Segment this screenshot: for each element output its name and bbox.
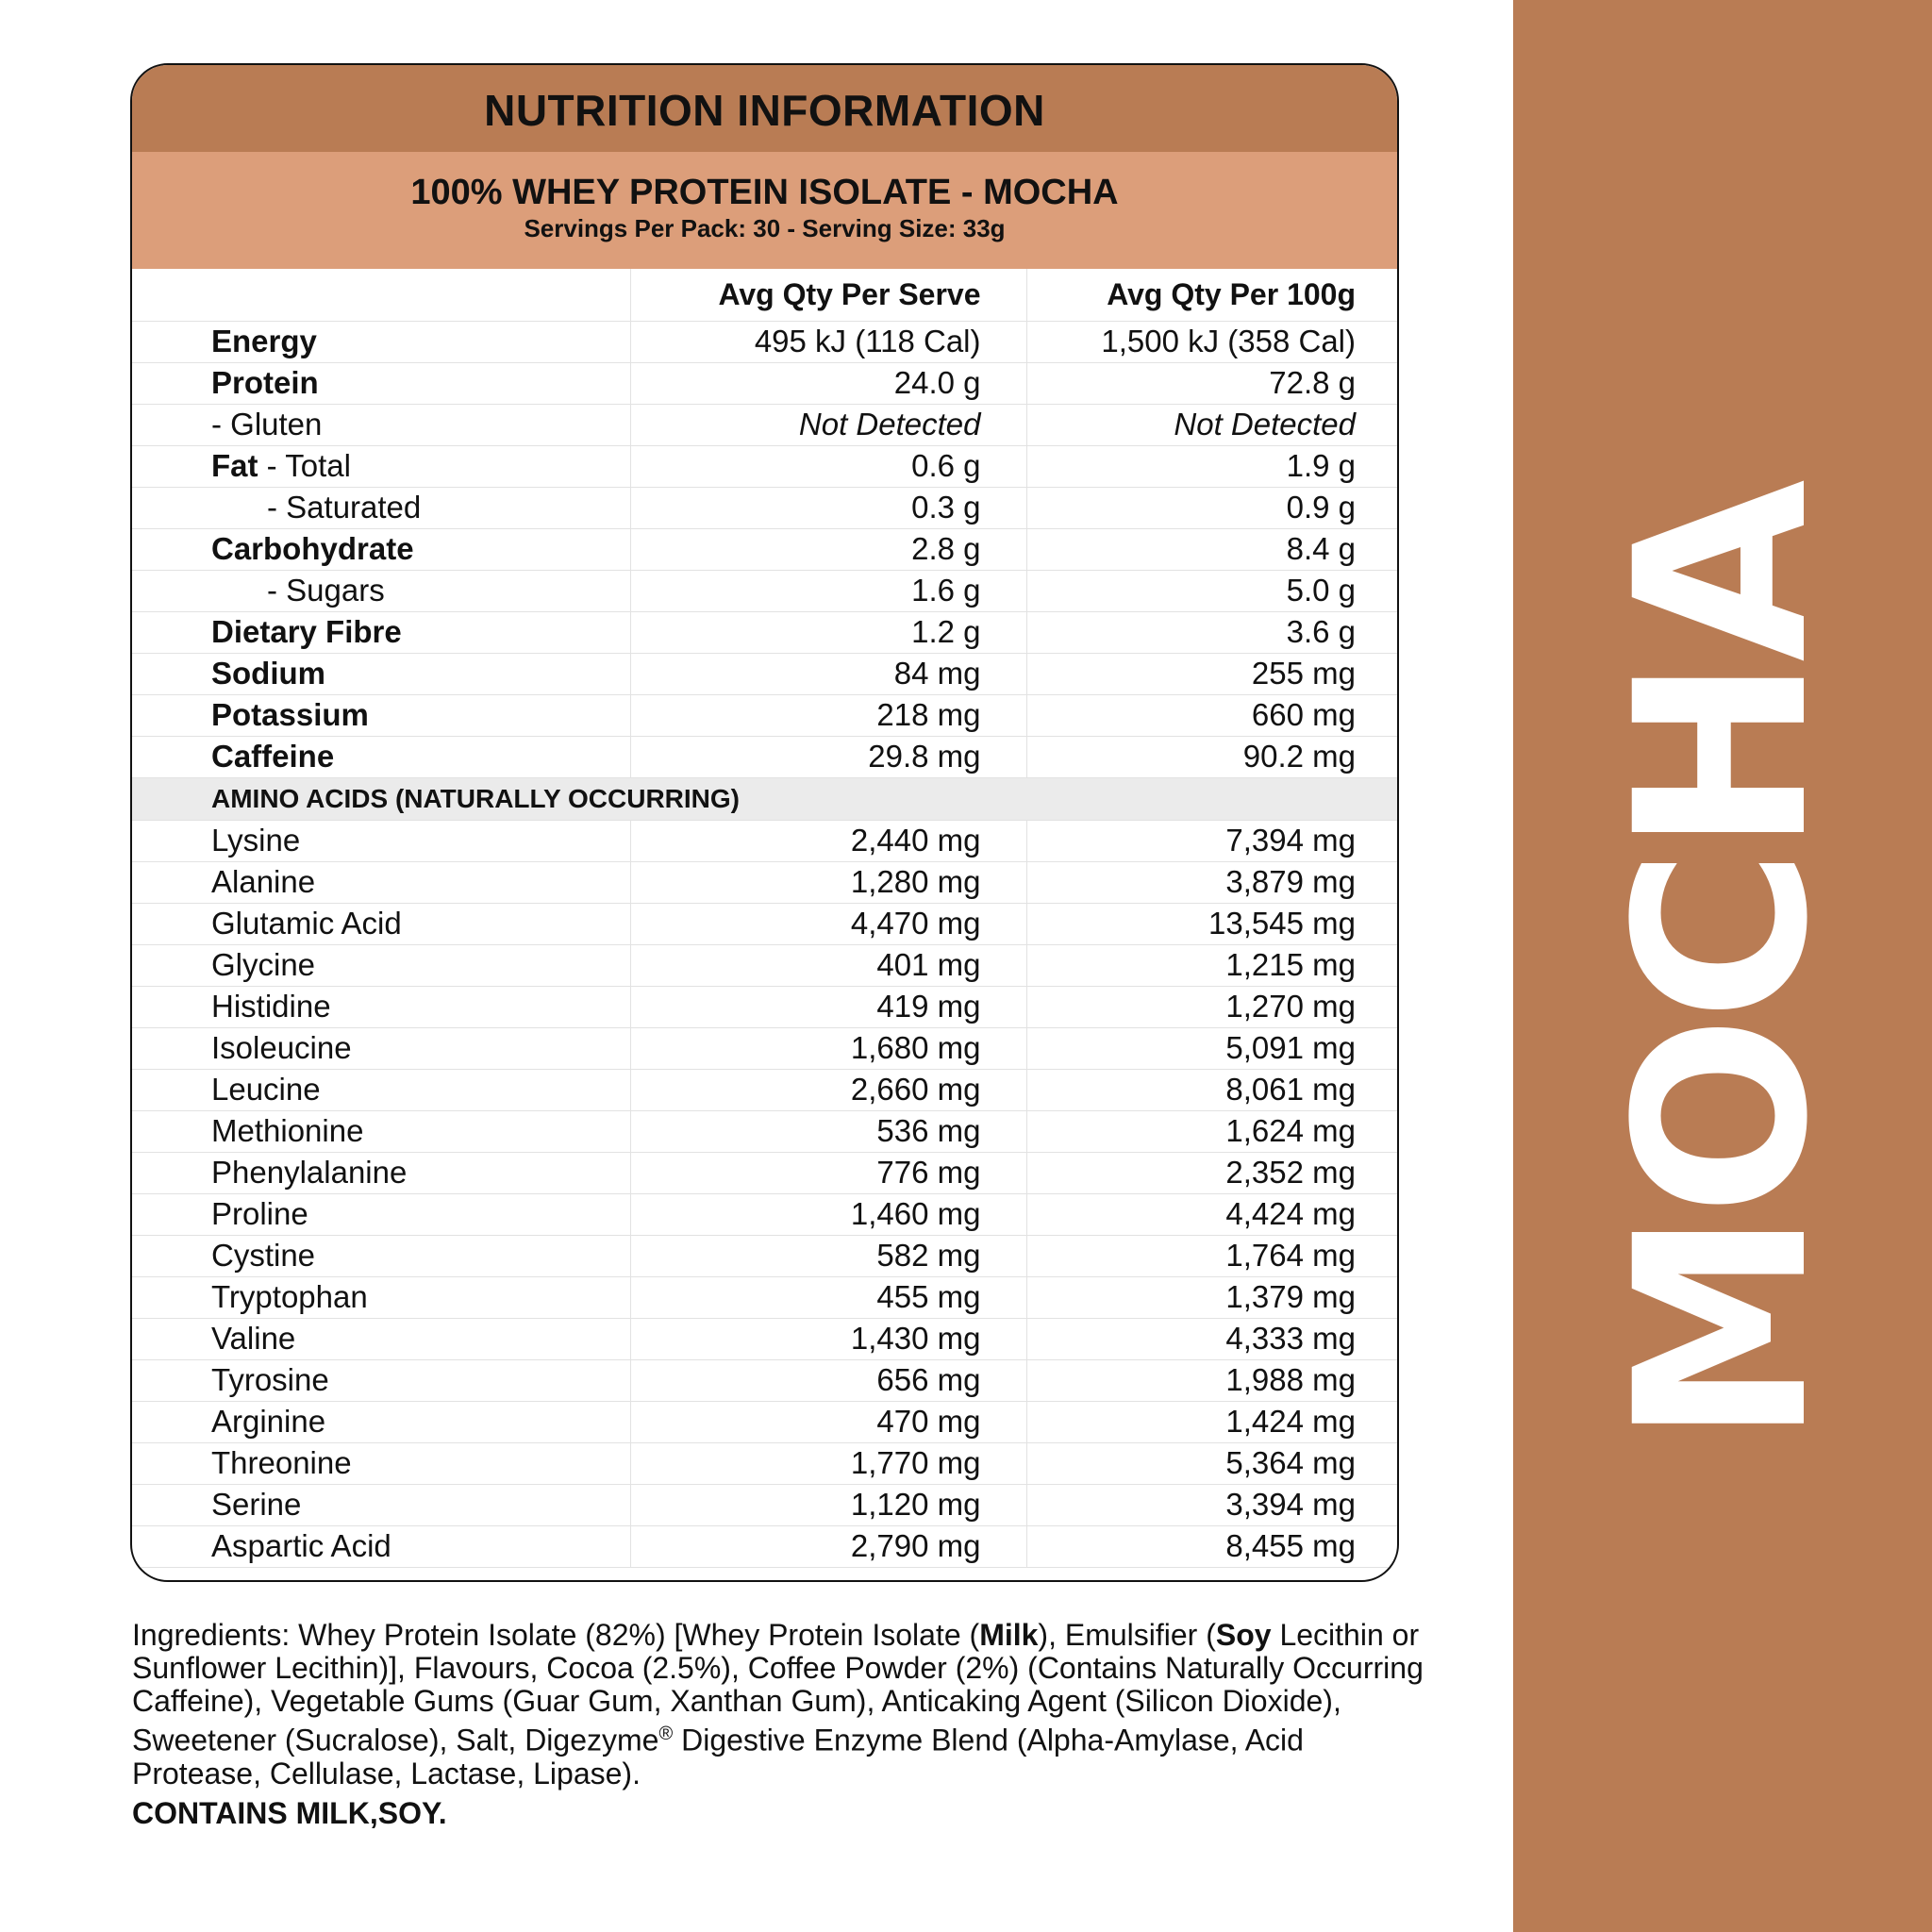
value-per-serve: 495 kJ (118 Cal) <box>630 321 1026 362</box>
amino-acid-name: Aspartic Acid <box>132 1525 630 1567</box>
panel-title: NUTRITION INFORMATION <box>132 65 1397 152</box>
value-per-100g: 255 mg <box>1026 653 1399 694</box>
amino-acid-row <box>132 1152 1399 1193</box>
amino-acid-row <box>132 903 1399 944</box>
nutrient-label: Dietary Fibre <box>211 614 402 649</box>
amino-acid-row <box>132 1027 1399 1069</box>
value-per-100g: 1,500 kJ (358 Cal) <box>1026 321 1399 362</box>
amino-acid-row <box>132 820 1399 861</box>
value-per-serve: 1.2 g <box>630 611 1026 653</box>
nutrient-label: Fat <box>211 448 258 483</box>
amino-acid-name: Glycine <box>132 944 630 986</box>
amino-acid-name: Isoleucine <box>132 1027 630 1069</box>
value-per-serve: 29.8 mg <box>630 736 1026 777</box>
serving-info: Servings Per Pack: 30 - Serving Size: 33g <box>524 214 1006 242</box>
registered-mark: ® <box>658 1724 674 1744</box>
value-per-100g: 1.9 g <box>1026 445 1399 487</box>
allergen-statement: CONTAINS MILK,SOY. <box>132 1796 447 1830</box>
nutrient-label: - Saturated <box>267 490 422 525</box>
amino-acid-name: Phenylalanine <box>132 1152 630 1193</box>
value-per-serve: 218 mg <box>630 694 1026 736</box>
nutrient-label: Caffeine <box>211 739 335 774</box>
amino-acid-row <box>132 1276 1399 1318</box>
flavour-side-label: MOCHA <box>1585 485 1859 1445</box>
value-per-100g: 4,424 mg <box>1026 1193 1399 1235</box>
value-per-100g: 8,455 mg <box>1026 1525 1399 1567</box>
amino-acid-row <box>132 1401 1399 1442</box>
nutrient-row <box>132 321 1399 362</box>
value-per-serve: 0.3 g <box>630 487 1026 528</box>
amino-acid-row <box>132 986 1399 1027</box>
value-per-100g: 1,379 mg <box>1026 1276 1399 1318</box>
amino-acid-name: Threonine <box>132 1442 630 1484</box>
nutrient-label: Energy <box>211 324 317 358</box>
value-per-serve: 1,280 mg <box>630 861 1026 903</box>
value-per-100g: 5,091 mg <box>1026 1027 1399 1069</box>
nutrient-row <box>132 570 1399 611</box>
nutrient-name <box>132 694 630 736</box>
value-per-serve: 0.6 g <box>630 445 1026 487</box>
nutrient-name <box>132 487 630 528</box>
product-header <box>132 152 1397 269</box>
value-per-serve: 1,770 mg <box>630 1442 1026 1484</box>
value-per-100g: 1,270 mg <box>1026 986 1399 1027</box>
value-per-serve: 455 mg <box>630 1276 1026 1318</box>
amino-acid-name: Cystine <box>132 1235 630 1276</box>
nutrient-row <box>132 611 1399 653</box>
nutrient-row <box>132 528 1399 570</box>
amino-acid-name: Alanine <box>132 861 630 903</box>
nutrition-panel <box>130 63 1399 1582</box>
amino-acid-row <box>132 1442 1399 1484</box>
amino-acid-row <box>132 861 1399 903</box>
value-per-serve: 4,470 mg <box>630 903 1026 944</box>
amino-acid-name: Arginine <box>132 1401 630 1442</box>
amino-acid-row <box>132 1110 1399 1152</box>
value-per-100g: 2,352 mg <box>1026 1152 1399 1193</box>
nutrient-row <box>132 653 1399 694</box>
value-per-serve: 2,440 mg <box>630 820 1026 861</box>
value-per-serve: 1.6 g <box>630 570 1026 611</box>
value-per-serve: 582 mg <box>630 1235 1026 1276</box>
value-per-serve: 656 mg <box>630 1359 1026 1401</box>
value-per-serve: 536 mg <box>630 1110 1026 1152</box>
value-per-100g: 1,424 mg <box>1026 1401 1399 1442</box>
amino-acid-name: Tyrosine <box>132 1359 630 1401</box>
allergen-soy: Soy <box>1215 1618 1272 1652</box>
nutrient-name <box>132 404 630 445</box>
value-per-serve: 1,460 mg <box>630 1193 1026 1235</box>
value-per-100g: 1,215 mg <box>1026 944 1399 986</box>
value-per-100g: 1,764 mg <box>1026 1235 1399 1276</box>
header-per-serve: Avg Qty Per Serve <box>630 269 1026 321</box>
nutrient-label: Sodium <box>211 656 325 691</box>
nutrient-name <box>132 445 630 487</box>
amino-acid-name: Tryptophan <box>132 1276 630 1318</box>
amino-acid-name: Valine <box>132 1318 630 1359</box>
value-per-100g: 3,394 mg <box>1026 1484 1399 1525</box>
value-per-100g: 8,061 mg <box>1026 1069 1399 1110</box>
value-per-100g: 4,333 mg <box>1026 1318 1399 1359</box>
value-per-100g: 0.9 g <box>1026 487 1399 528</box>
value-per-100g: 5,364 mg <box>1026 1442 1399 1484</box>
product-name: 100% WHEY PROTEIN ISOLATE - MOCHA <box>410 173 1119 212</box>
nutrient-label: Carbohydrate <box>211 531 414 566</box>
ingredients-part-2: ), Emulsifier ( <box>1038 1618 1216 1652</box>
value-per-serve: 419 mg <box>630 986 1026 1027</box>
nutrient-name <box>132 653 630 694</box>
value-per-100g: 90.2 mg <box>1026 736 1399 777</box>
amino-acid-name: Glutamic Acid <box>132 903 630 944</box>
nutrient-label: Protein <box>211 365 319 400</box>
nutrient-name <box>132 528 630 570</box>
amino-acid-row <box>132 1359 1399 1401</box>
amino-acid-row <box>132 1525 1399 1567</box>
nutrient-name <box>132 362 630 404</box>
nutrient-label: - Gluten <box>211 407 323 441</box>
value-per-100g: 72.8 g <box>1026 362 1399 404</box>
value-per-100g: 7,394 mg <box>1026 820 1399 861</box>
nutrient-row <box>132 404 1399 445</box>
ingredients-part-4: Digestive Enzyme Blend (Alpha-Amylase, Acid Protease, Cellulase, Lactase, Lipase). <box>132 1723 1304 1790</box>
nutrient-row <box>132 694 1399 736</box>
amino-acid-name: Serine <box>132 1484 630 1525</box>
value-per-serve: Not Detected <box>630 404 1026 445</box>
value-per-100g: 1,624 mg <box>1026 1110 1399 1152</box>
value-per-100g: 3,879 mg <box>1026 861 1399 903</box>
amino-acid-row <box>132 1484 1399 1525</box>
ingredients-part-1: Ingredients: Whey Protein Isolate (82%) [Whey Protein Isolate ( <box>132 1618 980 1652</box>
nutrient-row <box>132 362 1399 404</box>
value-per-100g: 660 mg <box>1026 694 1399 736</box>
value-per-100g: 13,545 mg <box>1026 903 1399 944</box>
header-label <box>132 269 630 321</box>
value-per-100g: 8.4 g <box>1026 528 1399 570</box>
amino-acid-name: Proline <box>132 1193 630 1235</box>
nutrient-row <box>132 487 1399 528</box>
nutrient-name <box>132 611 630 653</box>
value-per-serve: 2,660 mg <box>630 1069 1026 1110</box>
value-per-serve: 24.0 g <box>630 362 1026 404</box>
nutrient-label: - Sugars <box>267 573 385 608</box>
amino-acid-row <box>132 944 1399 986</box>
amino-acid-row <box>132 1235 1399 1276</box>
amino-acid-row <box>132 1318 1399 1359</box>
value-per-100g: 5.0 g <box>1026 570 1399 611</box>
amino-acids-header-row <box>132 777 1399 820</box>
value-per-serve: 401 mg <box>630 944 1026 986</box>
table-header-row <box>132 269 1399 321</box>
amino-acids-heading: AMINO ACIDS (NATURALLY OCCURRING) <box>132 777 1399 820</box>
nutrient-sublabel: - Total <box>258 448 351 483</box>
nutrient-name <box>132 321 630 362</box>
nutrient-row <box>132 445 1399 487</box>
value-per-serve: 2,790 mg <box>630 1525 1026 1567</box>
value-per-serve: 470 mg <box>630 1401 1026 1442</box>
nutrient-name <box>132 570 630 611</box>
amino-acid-name: Methionine <box>132 1110 630 1152</box>
value-per-100g: Not Detected <box>1026 404 1399 445</box>
value-per-serve: 2.8 g <box>630 528 1026 570</box>
header-per-100g: Avg Qty Per 100g <box>1026 269 1399 321</box>
value-per-100g: 3.6 g <box>1026 611 1399 653</box>
value-per-100g: 1,988 mg <box>1026 1359 1399 1401</box>
amino-acid-name: Lysine <box>132 820 630 861</box>
allergen-milk: Milk <box>979 1618 1039 1652</box>
value-per-serve: 84 mg <box>630 653 1026 694</box>
amino-acid-name: Leucine <box>132 1069 630 1110</box>
value-per-serve: 1,120 mg <box>630 1484 1026 1525</box>
ingredients-text <box>132 1619 1424 1790</box>
amino-acid-row <box>132 1193 1399 1235</box>
value-per-serve: 1,680 mg <box>630 1027 1026 1069</box>
amino-acid-name: Histidine <box>132 986 630 1027</box>
value-per-serve: 1,430 mg <box>630 1318 1026 1359</box>
nutrient-label: Potassium <box>211 697 369 732</box>
ingredients-part-3: Lecithin or Sunflower Lecithin)], Flavours, Cocoa (2.5%), Coffee Powder (2%) (Contains Naturally Occurring Caffeine), Vegetable Gums (Guar Gum, Xanthan Gum), Anticaking Agent (Silicon Dioxide), Sweetener (Sucralose), Salt, Digezyme <box>132 1618 1424 1757</box>
nutrient-name <box>132 736 630 777</box>
nutrition-table <box>132 269 1399 1568</box>
value-per-serve: 776 mg <box>630 1152 1026 1193</box>
nutrient-row <box>132 736 1399 777</box>
amino-acid-row <box>132 1069 1399 1110</box>
